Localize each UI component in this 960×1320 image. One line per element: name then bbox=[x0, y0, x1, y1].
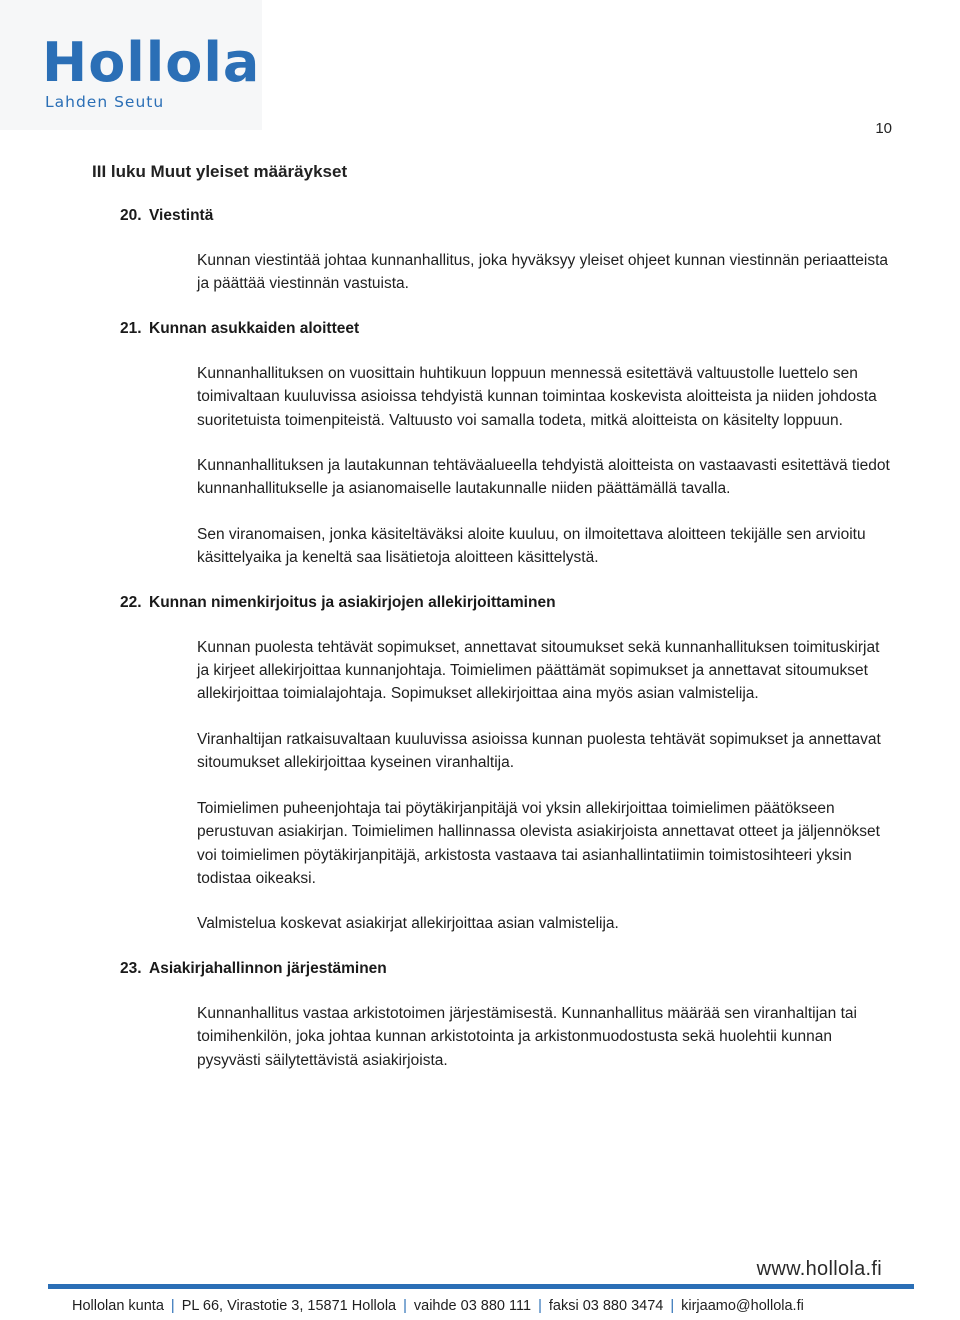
logo bbox=[0, 0, 262, 130]
footer-contact-info bbox=[72, 1298, 804, 1314]
logo-wordmark: Hollola bbox=[42, 31, 261, 94]
section-title: Kunnan asukkaiden aloitteet bbox=[149, 319, 360, 337]
paragraph: Kunnan viestintää johtaa kunnanhallitus, joka hyväksyy yleiset ohjeet kunnan viestinnän periaatteista ja päättää viestinnän vastuista. bbox=[197, 252, 889, 293]
paragraph: Kunnanhallituksen on vuosittain huhtikuun loppuun mennessä esitettävä valtuustolle luettelo sen toimivaltaan kuuluvissa asioissa tehdyistä kunnan toimintaa koskevista aloitteista ja niiden johdosta suoritetuista toimenpiteistä. Valtuusto voi samalla todeta, mitkä aloitteista on käsitelty loppuun. bbox=[197, 364, 877, 429]
footer-address: PL 66, Virastotie 3, 15871 Hollola bbox=[181, 1298, 397, 1314]
footer-separator: | bbox=[403, 1298, 407, 1314]
section-number: 21. bbox=[120, 319, 142, 337]
paragraph: Kunnanhallituksen ja lautakunnan tehtäväalueella tehdyistä aloitteista on vastaavasti esitettävä tiedot kunnanhallitukselle ja asianomaiselle lautakunnalle niiden päättämällä tavalla. bbox=[197, 457, 890, 498]
paragraph: Kunnan puolesta tehtävät sopimukset, annettavat sitoumukset sekä kunnanhallituksen toimituskirjat ja kirjeet allekirjoittaa kunnanjohtaja. Toimielimen päättämät sopimukset ja annettavat sitoumukset allekirjoittaa toimialajohtaja. Sopimukset allekirjoittaa aina myös asian valmistelija. bbox=[197, 638, 880, 703]
page-number: 10 bbox=[875, 120, 892, 137]
footer-phone: vaihde 03 880 111 bbox=[413, 1298, 532, 1314]
paragraph: Toimielimen puheenjohtaja tai pöytäkirjanpitäjä voi yksin allekirjoittaa toimielimen päätökseen perustuvan asiakirjan. Toimielimen hallinnassa olevista asiakirjoista annettavat otteet ja jäljennökset voi toimielimen pöytäkirjanpitäjä, arkistosta vastaava tai asianhallintatiimin toimistosihteeri yksin todistaa oikeaksi. bbox=[197, 799, 880, 887]
section-number: 23. bbox=[120, 959, 142, 977]
section-title: Asiakirjahallinnon järjestäminen bbox=[149, 959, 387, 977]
footer-divider bbox=[48, 1284, 914, 1289]
section-heading bbox=[120, 592, 960, 614]
section-title: Kunnan nimenkirjoitus ja asiakirjojen allekirjoittaminen bbox=[149, 593, 556, 611]
section-heading bbox=[120, 958, 960, 980]
paragraph: Kunnanhallitus vastaa arkistotoimen järjestämisestä. Kunnanhallitus määrää sen viranhaltijan tai toimihenkilön, joka johtaa kunnan arkistotointa ja arkistonmuodostusta sekä huolehtii kunnan pysyvästi säilytettävistä asiakirjoista. bbox=[197, 1004, 857, 1069]
section-heading bbox=[120, 205, 960, 227]
paragraph: Viranhaltijan ratkaisuvaltaan kuuluvissa asioissa kunnan puolesta tehtävät sopimukset ja annettavat sitoumukset allekirjoittaa kyseinen viranhaltija. bbox=[197, 730, 881, 772]
footer-separator: | bbox=[170, 1298, 175, 1314]
footer-separator: | bbox=[538, 1298, 542, 1314]
section-title: Viestintä bbox=[149, 207, 214, 224]
chapter-title: III luku Muut yleiset määräykset bbox=[92, 162, 348, 181]
footer-fax: faksi 03 880 3474 bbox=[548, 1298, 664, 1314]
footer-organization: Hollolan kunta bbox=[72, 1298, 164, 1314]
logo-tagline: Lahden Seutu bbox=[45, 93, 165, 111]
section-heading bbox=[120, 318, 960, 340]
footer-separator: | bbox=[670, 1298, 675, 1314]
paragraph: Sen viranomaisen, jonka käsiteltäväksi aloite kuuluu, on ilmoitettava aloitteen tekijälle sen arvioitu käsittelyaika ja keneltä saa lisätietoja aloitteen käsittelystä. bbox=[197, 525, 866, 567]
section-number: 20. bbox=[120, 207, 142, 224]
section-number: 22. bbox=[120, 593, 142, 611]
paragraph: Valmistelua koskevat asiakirjat allekirjoittaa asian valmistelija. bbox=[197, 915, 619, 933]
footer-email-link[interactable]: kirjaamo@hollola.fi bbox=[681, 1298, 804, 1314]
document-body bbox=[0, 205, 960, 1094]
footer-website-link[interactable]: www.hollola.fi bbox=[756, 1258, 882, 1280]
